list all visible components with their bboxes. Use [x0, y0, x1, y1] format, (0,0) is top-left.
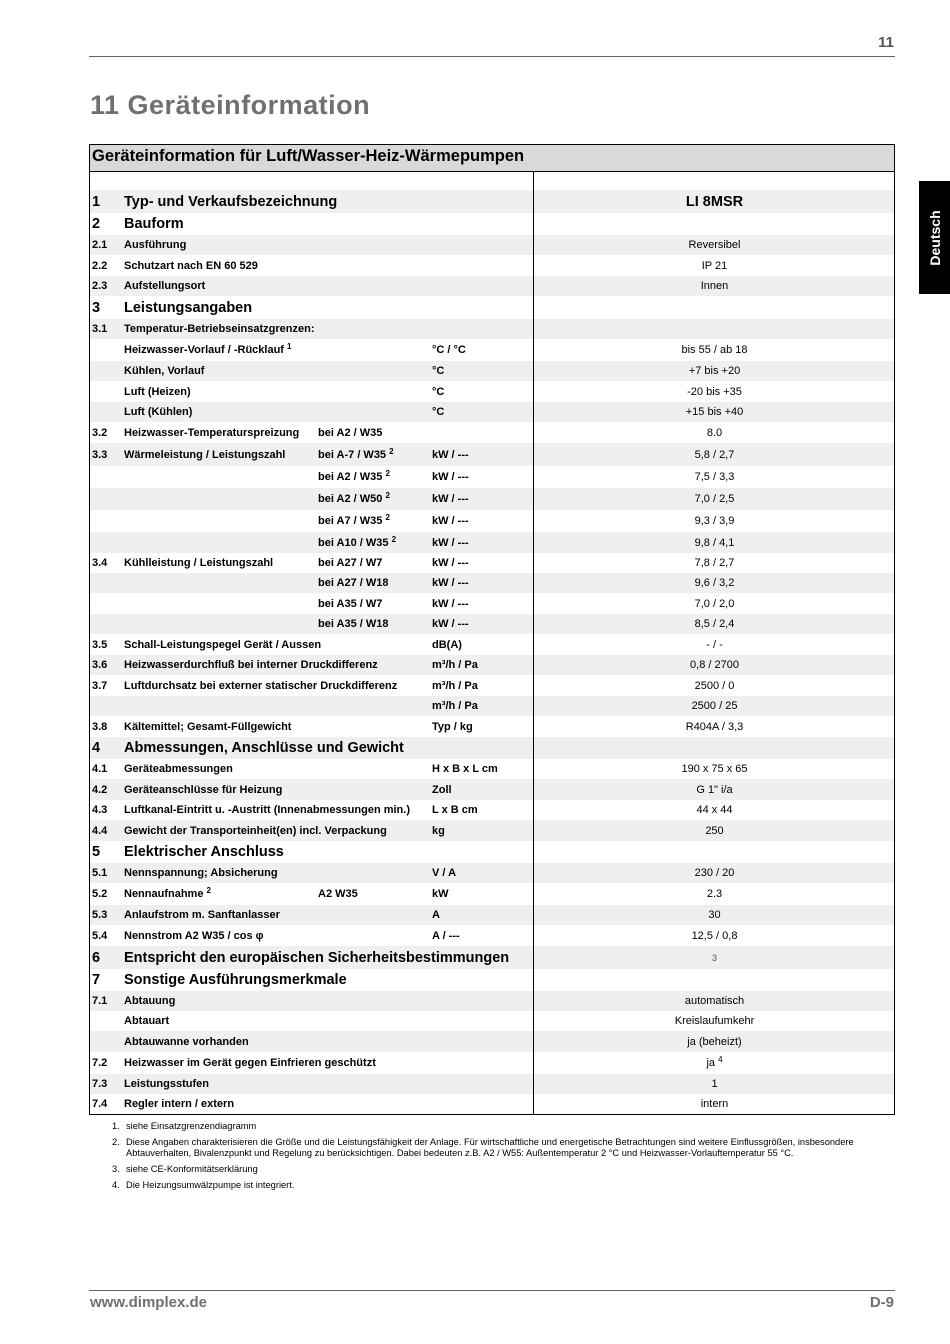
- row-number: 7: [92, 972, 101, 988]
- row-label: Typ- und Verkaufsbezeichnung: [124, 193, 338, 210]
- row-condition: bei A35 / W18: [318, 618, 389, 630]
- table-row: [90, 573, 894, 593]
- row-value: 9,6 / 3,2: [694, 577, 735, 589]
- row-number: 3.6: [92, 659, 108, 671]
- row-value: bis 55 / ab 18: [681, 344, 748, 356]
- row-value: 0,8 / 2700: [690, 659, 739, 671]
- row-condition: bei A7 / W35 $^2$: [318, 513, 390, 527]
- table-row: [90, 532, 894, 553]
- table-row: [90, 779, 894, 800]
- row-label: Schall-Leistungspegel Gerät / Aussen: [124, 638, 322, 651]
- row-number: 5.4: [92, 929, 108, 942]
- row-value: 190 x 75 x 65: [681, 763, 748, 775]
- row-condition: bei A2 / W35: [318, 426, 383, 439]
- row-label: Luft (Heizen): [124, 385, 191, 398]
- row-label: Kühlleistung / Leistungszahl: [124, 557, 274, 569]
- table-row: [90, 381, 894, 402]
- row-value: Kreislaufumkehr: [674, 1015, 755, 1027]
- row-condition: bei A35 / W7: [318, 597, 383, 610]
- section-row: [90, 737, 894, 759]
- row-value: 5,8 / 2,7: [694, 448, 735, 461]
- row-label: Geräteabmessungen: [124, 763, 233, 775]
- row-value: 44 x 44: [696, 804, 733, 816]
- row-value: Reversibel: [688, 239, 741, 251]
- section-row: [90, 296, 894, 319]
- row-number: 3.7: [92, 679, 108, 692]
- chapter-title: 11 Geräteinformation: [90, 90, 371, 120]
- row-value: 2.3: [706, 888, 723, 900]
- table-row: [90, 422, 894, 443]
- row-label: Leistungsstufen: [124, 1078, 209, 1090]
- table-row: [90, 488, 894, 510]
- table-row: [90, 466, 894, 488]
- table-row: [90, 696, 894, 716]
- row-number: 3.5: [92, 638, 108, 651]
- table-row: [90, 443, 894, 466]
- table-row: [90, 1052, 894, 1074]
- row-label: Luftkanal-Eintritt u. -Austritt (Innenabmessungen min.): [124, 804, 410, 816]
- row-label: Nennstrom A2 W35 / cos φ: [124, 929, 264, 942]
- row-value: 7,8 / 2,7: [694, 557, 735, 569]
- row-label: Gewicht der Transporteinheit(en) incl. Verpackung: [124, 824, 387, 837]
- footnote-number: 1.: [112, 1121, 120, 1131]
- device-info-table: [89, 144, 895, 1115]
- row-number: 5: [92, 844, 101, 860]
- row-label: Luft (Kühlen): [124, 406, 193, 418]
- row-value: 3: [711, 952, 717, 963]
- table-row: [90, 361, 894, 381]
- footnote-number: 4.: [112, 1180, 120, 1190]
- row-value: +7 bis +20: [688, 365, 741, 377]
- row-value: 7,0 / 2,5: [694, 493, 735, 505]
- row-unit: m³/h / Pa: [432, 700, 478, 712]
- row-condition: bei A10 / W35 $^2$: [318, 534, 397, 549]
- row-value: 9,8 / 4,1: [694, 536, 735, 549]
- table-row: [90, 883, 894, 905]
- row-label: Wärmeleistung / Leistungszahl: [124, 448, 286, 461]
- top-rule: [89, 56, 895, 57]
- row-number: 4.4: [92, 824, 108, 837]
- row-label: Anlaufstrom m. Sanftanlasser: [124, 909, 280, 921]
- table-row: [90, 235, 894, 255]
- footnote: [112, 1180, 892, 1191]
- bottom-rule: [89, 1290, 895, 1291]
- row-value: intern: [700, 1098, 729, 1110]
- row-number: 2.1: [92, 239, 108, 251]
- row-label: Abmessungen, Anschlüsse und Gewicht: [124, 740, 404, 756]
- table-row: [90, 1031, 894, 1052]
- footnote: [112, 1121, 892, 1132]
- table-title: Geräteinformation für Luft/Wasser-Heiz-Wärmepumpen: [92, 147, 525, 165]
- row-label: Luftdurchsatz bei externer statischer Druckdifferenz: [124, 679, 398, 692]
- row-number: 3.2: [92, 426, 108, 439]
- table-row: [90, 991, 894, 1011]
- row-unit: V / A: [432, 867, 457, 879]
- table-row: [90, 319, 894, 339]
- row-number: 2.3: [92, 280, 108, 292]
- row-unit: kW / ---: [432, 471, 469, 483]
- row-value: 230 / 20: [694, 867, 735, 879]
- row-unit: kW / ---: [432, 448, 469, 461]
- row-number: 4.1: [92, 763, 108, 775]
- row-unit: dB(A): [432, 638, 462, 651]
- row-number: 3.3: [92, 448, 108, 461]
- footnote: [112, 1137, 892, 1159]
- row-label: Bauform: [124, 216, 184, 232]
- row-unit: kW / ---: [432, 493, 469, 505]
- row-label: Geräteanschlüsse für Heizung: [124, 783, 283, 796]
- row-label: Regler intern / extern: [124, 1098, 235, 1110]
- row-number: 7.4: [92, 1098, 108, 1110]
- row-unit: m³/h / Pa: [432, 679, 478, 692]
- row-number: 7.3: [92, 1078, 108, 1090]
- row-number: 7.2: [92, 1057, 108, 1069]
- table-row: [90, 1094, 894, 1114]
- row-value: automatisch: [684, 995, 745, 1007]
- table-row: [90, 634, 894, 655]
- row-label: Entspricht den europäischen Sicherheitsbestimmungen: [124, 949, 510, 966]
- section-row: [90, 946, 894, 969]
- table-row: [90, 614, 894, 634]
- table-row: [90, 1074, 894, 1094]
- row-label: Heizwasser-Temperaturspreizung: [124, 426, 300, 439]
- table-row: [90, 255, 894, 276]
- row-value: Innen: [700, 280, 729, 292]
- footnote-text: Die Heizungsumwälzpumpe ist integriert.: [126, 1180, 295, 1190]
- table-row: [90, 655, 894, 675]
- row-unit: A / ---: [432, 929, 460, 942]
- section-row: [90, 969, 894, 991]
- row-label: Nennaufnahme $^2$: [124, 886, 211, 900]
- table-row: [90, 339, 894, 361]
- section-row: [90, 841, 894, 863]
- row-unit: °C: [432, 406, 445, 418]
- column-divider: [533, 171, 534, 1114]
- row-number: 3.8: [92, 720, 108, 733]
- row-label: Kühlen, Vorlauf: [124, 365, 205, 377]
- table-row: [90, 553, 894, 573]
- table-row: [90, 510, 894, 532]
- row-label: Schutzart nach EN 60 529: [124, 259, 258, 272]
- row-label: Heizwasser im Gerät gegen Einfrieren geschützt: [124, 1057, 376, 1069]
- table-row: [90, 800, 894, 820]
- footnote-text: Diese Angaben charakterisieren die Größe und die Leistungsfähigkeit der Anlage. Für wirtschaftliche und energetische Betrachtungen sind weitere Einflussgrößen, insbesondere Abtauverhalten, Bivalenzpunkt und Regelung zu berücksichtigen. Dabei bedeuten z.B. A2 / W55: Außentemperatur 2 °C und Heizwasser-Vorlauftemperatur 55 °C.: [126, 1137, 854, 1158]
- row-unit: L x B cm: [432, 804, 478, 816]
- row-unit: m³/h / Pa: [432, 659, 478, 671]
- row-unit: °C / °C: [432, 344, 466, 356]
- row-value: 8.0: [706, 426, 723, 439]
- language-tab-label: Deutsch: [926, 209, 943, 266]
- table-row: [90, 675, 894, 696]
- footnotes: [112, 1121, 892, 1196]
- footer-page-number: D-9: [869, 1294, 894, 1311]
- row-condition: bei A27 / W7: [318, 557, 383, 569]
- row-number: 3.1: [92, 323, 108, 335]
- row-condition: bei A2 / W50 $^2$: [318, 491, 390, 505]
- row-value: LI 8MSR: [685, 193, 744, 210]
- footnote-number: 3.: [112, 1164, 120, 1174]
- row-unit: kg: [432, 824, 445, 837]
- table-row: [90, 925, 894, 946]
- row-unit: kW / ---: [432, 515, 469, 527]
- table-row: [90, 863, 894, 883]
- row-value: IP 21: [701, 259, 728, 272]
- row-value: +15 bis +40: [685, 406, 744, 418]
- table-row: [90, 716, 894, 737]
- row-label: Abtauwanne vorhanden: [124, 1035, 249, 1048]
- row-unit: °C: [432, 385, 445, 398]
- table-row: [90, 905, 894, 925]
- row-unit: kW: [432, 888, 449, 900]
- footnote-text: siehe CE-Konformitätserklärung: [126, 1164, 258, 1174]
- row-number: 7.1: [92, 995, 108, 1007]
- section-row: [90, 213, 894, 235]
- row-number: 3: [92, 299, 101, 316]
- row-value: ja $^4$: [706, 1055, 723, 1069]
- row-condition: bei A2 / W35 $^2$: [318, 469, 390, 483]
- row-value: ja (beheizt): [687, 1035, 742, 1048]
- language-tab[interactable]: [919, 181, 950, 294]
- row-label: Ausführung: [124, 239, 187, 251]
- row-value: R404A / 3,3: [685, 720, 744, 733]
- row-condition: bei A-7 / W35 $^2$: [318, 446, 394, 461]
- row-number: 4.3: [92, 804, 108, 816]
- table-row: [90, 759, 894, 779]
- row-label: Kältemittel; Gesamt-Füllgewicht: [124, 720, 292, 733]
- row-value: - / -: [706, 638, 723, 651]
- table-row: [90, 276, 894, 296]
- row-condition: A2 W35: [318, 888, 358, 900]
- row-value: 9,3 / 3,9: [694, 515, 735, 527]
- row-label: Abtauung: [124, 995, 176, 1007]
- row-unit: kW / ---: [432, 597, 469, 610]
- row-unit: kW / ---: [432, 557, 469, 569]
- row-condition: bei A27 / W18: [318, 577, 389, 589]
- row-label: Abtauart: [124, 1015, 170, 1027]
- row-number: 2: [92, 216, 101, 232]
- section-row: [90, 190, 894, 213]
- row-value: 7,5 / 3,3: [694, 471, 735, 483]
- table-row: [90, 1011, 894, 1031]
- row-unit: Zoll: [432, 783, 452, 796]
- row-value: 2500 / 0: [694, 679, 735, 692]
- row-value: 2500 / 25: [691, 700, 738, 712]
- row-label: Nennspannung; Absicherung: [124, 867, 278, 879]
- row-number: 3.4: [92, 557, 108, 569]
- row-unit: kW / ---: [432, 577, 469, 589]
- footnote-text: siehe Einsatzgrenzendiagramm: [126, 1121, 257, 1131]
- table-row: [90, 820, 894, 841]
- row-value: 8,5 / 2,4: [694, 618, 735, 630]
- row-number: 5.1: [92, 867, 108, 879]
- row-value: 1: [711, 1078, 718, 1090]
- row-label: Temperatur-Betriebseinsatzgrenzen:: [124, 323, 315, 335]
- row-value: -20 bis +35: [687, 385, 742, 398]
- row-value: 12,5 / 0,8: [691, 929, 738, 942]
- row-unit: A: [432, 909, 440, 921]
- footnote-number: 2.: [112, 1137, 120, 1147]
- row-value: 250: [705, 824, 724, 837]
- row-label: Aufstellungsort: [124, 280, 206, 292]
- row-label: Sonstige Ausführungsmerkmale: [124, 972, 347, 988]
- page-number: 11: [878, 34, 894, 51]
- table-row: [90, 402, 894, 422]
- footer-url[interactable]: www.dimplex.de: [90, 1294, 207, 1311]
- footnote: [112, 1164, 892, 1175]
- row-unit: Typ / kg: [432, 720, 473, 733]
- row-value: 7,0 / 2,0: [694, 597, 735, 610]
- row-number: 5.2: [92, 888, 108, 900]
- row-unit: kW / ---: [432, 618, 469, 630]
- row-value: G 1" i/a: [696, 783, 733, 796]
- row-number: 5.3: [92, 909, 108, 921]
- row-label: Heizwasser-Vorlauf / -Rücklauf $^1$: [124, 342, 292, 356]
- row-unit: H x B x L cm: [432, 763, 498, 775]
- row-label: Leistungsangaben: [124, 299, 253, 316]
- table-header: [90, 145, 894, 172]
- row-number: 1: [92, 193, 101, 210]
- row-label: Elektrischer Anschluss: [124, 844, 284, 860]
- row-label: Heizwasserdurchfluß bei interner Druckdifferenz: [124, 659, 378, 671]
- row-number: 4.2: [92, 783, 108, 796]
- row-unit: kW / ---: [432, 536, 469, 549]
- table-row: [90, 593, 894, 614]
- row-number: 2.2: [92, 259, 108, 272]
- row-unit: °C: [432, 365, 445, 377]
- row-number: 6: [92, 949, 101, 966]
- row-number: 4: [92, 740, 101, 756]
- row-value: 30: [708, 909, 721, 921]
